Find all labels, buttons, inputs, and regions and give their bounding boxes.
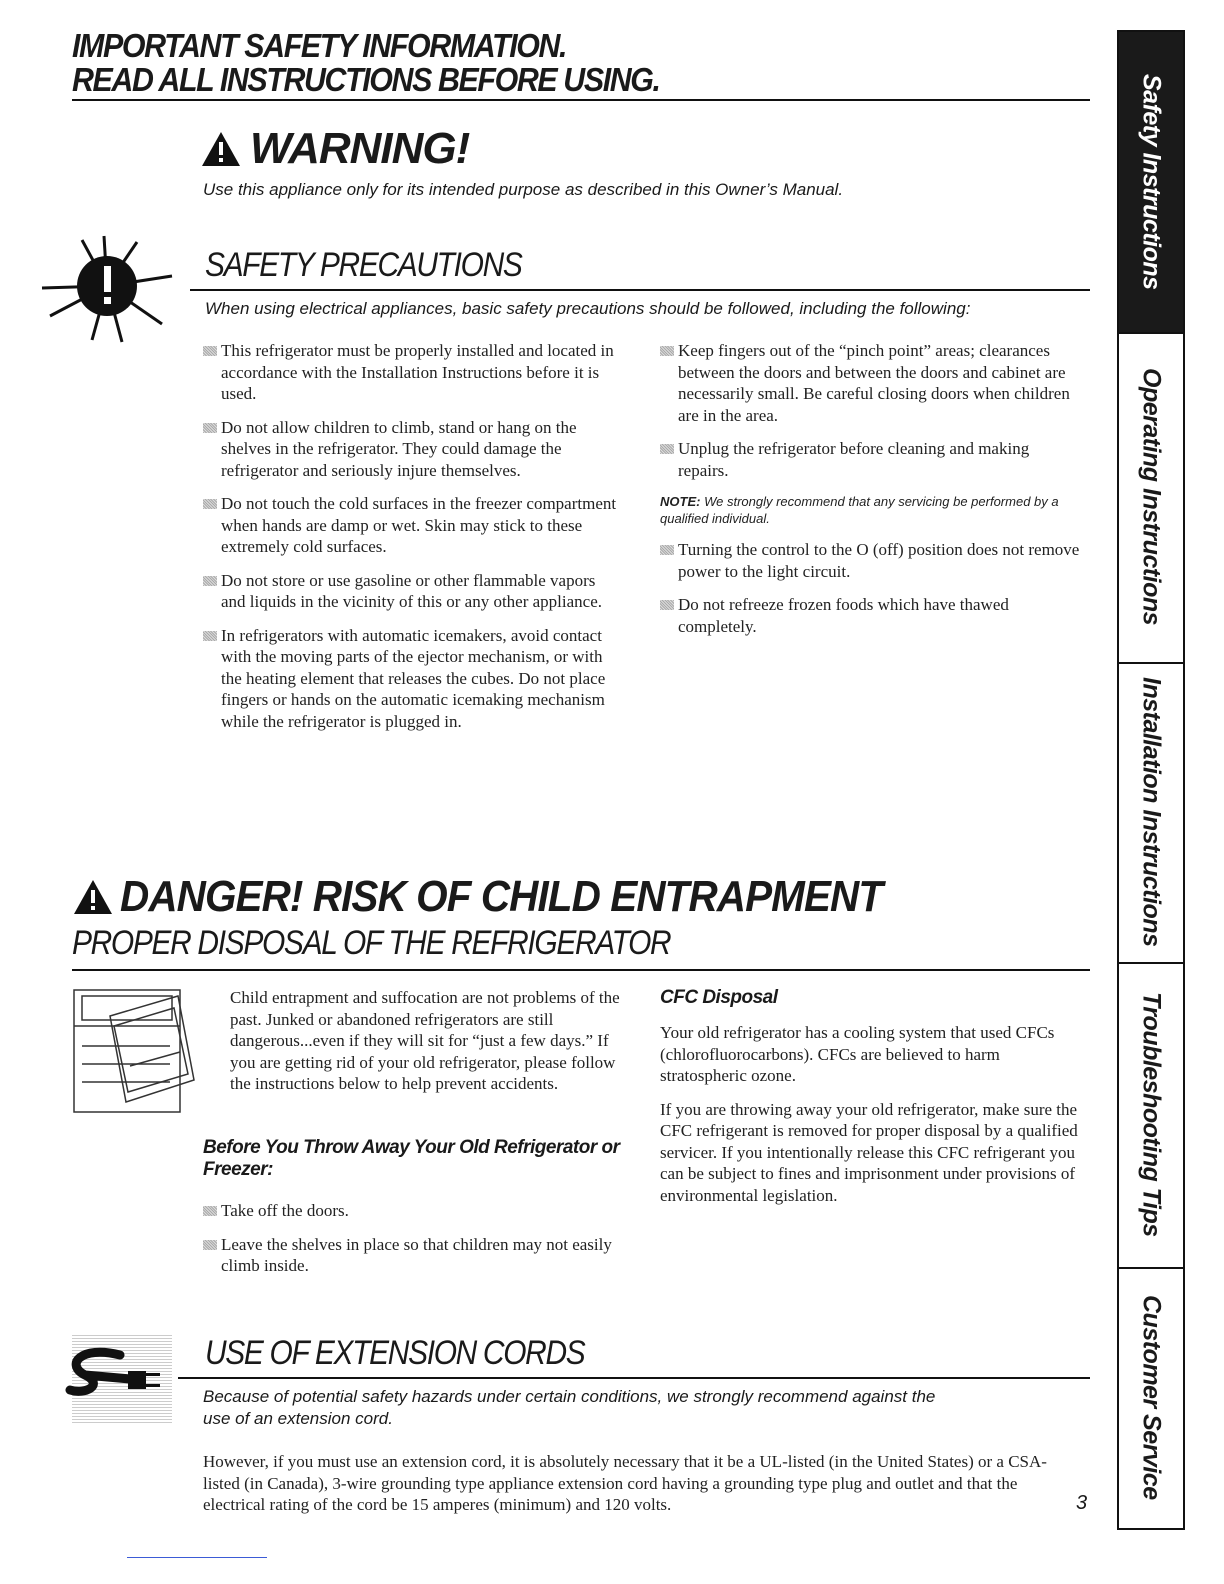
- bullet-icon: [203, 1206, 217, 1216]
- plug-icon: [60, 1335, 170, 1423]
- throw-away-heading: Before You Throw Away Your Old Refrigerator or Freezer:: [203, 1137, 620, 1180]
- throw-away-item: Leave the shelves in place so that children may not easily climb inside.: [203, 1234, 623, 1277]
- safety-item: Unplug the refrigerator before cleaning and making repairs.: [660, 438, 1080, 481]
- tab-customer-service[interactable]: Customer Service: [1137, 1295, 1166, 1500]
- safety-item: In refrigerators with automatic icemakers, avoid contact with the moving parts of the ejector mechanism, or with the heating element that releases the cubes. Do not place fingers or hands on the automatic icemaking mechanism while the refrigerator is plugged in.: [203, 625, 623, 733]
- danger-subtitle: PROPER DISPOSAL OF THE REFRIGERATOR: [72, 924, 671, 962]
- bullet-icon: [660, 600, 674, 610]
- refrigerator-illustration: [70, 986, 200, 1121]
- safety-title: SAFETY PRECAUTIONS: [205, 246, 522, 284]
- safety-item: Do not refreeze frozen foods which have thawed completely.: [660, 594, 1080, 637]
- bullet-icon: [660, 444, 674, 454]
- danger-intro: Child entrapment and suffocation are not problems of the past. Junked or abandoned refrigerators are still dangerous...even if they will sit for “just a few days.” If you are getting rid of your old refrigerator, please follow the instructions below to help prevent accidents.: [230, 988, 620, 1093]
- safety-item: Keep fingers out of the “pinch point” areas; clearances between the doors and between the doors and cabinet are necessarily small. Be careful closing doors when children are in the area.: [660, 340, 1080, 426]
- throw-away-list: [203, 1200, 623, 1289]
- tab-installation-instructions[interactable]: Installation Instructions: [1119, 662, 1183, 964]
- extension-cord-illustration: [72, 1335, 172, 1423]
- danger-title: DANGER! RISK OF CHILD ENTRAPMENT: [120, 872, 883, 921]
- extension-rule: [178, 1377, 1090, 1379]
- safety-rule: [190, 289, 1090, 291]
- bottom-divider: [127, 1557, 267, 1558]
- extension-title: USE OF EXTENSION CORDS: [205, 1334, 585, 1372]
- tab-safety-instructions[interactable]: Safety Instructions: [1119, 32, 1183, 334]
- danger-heading: [72, 872, 948, 922]
- safety-item: Do not store or use gasoline or other flammable vapors and liquids in the vicinity of this or any other appliance.: [203, 570, 623, 613]
- tab-troubleshooting-tips[interactable]: Troubleshooting Tips: [1119, 962, 1183, 1269]
- bullet-icon: [203, 346, 217, 356]
- bullet-icon: [203, 631, 217, 641]
- header-rule: [72, 99, 1090, 101]
- bullet-icon: [203, 1240, 217, 1250]
- extension-body: However, if you must use an extension cord, it is absolutely necessary that it be a UL-listed (in the United States) or a CSA-listed (in Canada), 3-wire grounding type appliance extension cord having a grounding type plug and outlet and that the electrical rating of the cord be 15 amperes (minimum) and 120 volts.: [203, 1452, 1047, 1514]
- throw-away-item: Take off the doors.: [203, 1200, 623, 1222]
- burst-icon: [22, 228, 192, 348]
- tab-operating-instructions[interactable]: Operating Instructions: [1119, 332, 1183, 664]
- bullet-icon: [203, 499, 217, 509]
- section-tabs: [1117, 30, 1185, 1530]
- safety-item: Do not allow children to climb, stand or hang on the shelves in the refrigerator. They could damage the refrigerator and seriously injure themselves.: [203, 417, 623, 482]
- safety-left-column: [203, 340, 623, 744]
- safety-note: NOTE: We strongly recommend that any servicing be performed by a qualified individual.: [660, 494, 1059, 526]
- bullet-icon: [203, 423, 217, 433]
- extension-lead: Because of potential safety hazards under certain conditions, we strongly recommend against the use of an extension cord.: [203, 1387, 936, 1428]
- bullet-icon: [660, 346, 674, 356]
- header-line-1: IMPORTANT SAFETY INFORMATION.: [72, 27, 567, 64]
- safety-item: This refrigerator must be properly installed and located in accordance with the Installation Instructions before it is used.: [203, 340, 623, 405]
- warning-title: WARNING!: [250, 124, 470, 173]
- danger-rule: [72, 969, 1090, 971]
- cfc-paragraph-1: Your old refrigerator has a cooling system that used CFCs (chlorofluorocarbons). CFCs are believed to harm stratospheric ozone.: [660, 1023, 1055, 1085]
- warning-triangle-icon: [72, 878, 114, 916]
- bullet-icon: [660, 545, 674, 555]
- safety-right-column: [660, 340, 1080, 649]
- cfc-paragraph-2: If you are throwing away your old refrigerator, make sure the CFC refrigerant is removed for proper disposal by a qualified servicer. If you intentionally release this CFC refrigerant you can be subject to fines and imprisonment under provisions of environmental legislation.: [660, 1099, 1078, 1205]
- safety-item: Turning the control to the O (off) position does not remove power to the light circuit.: [660, 539, 1080, 582]
- cfc-heading: CFC Disposal: [660, 987, 778, 1008]
- safety-lead: When using electrical appliances, basic safety precautions should be followed, including the following:: [205, 299, 971, 318]
- header-line-2: READ ALL INSTRUCTIONS BEFORE USING.: [72, 61, 660, 98]
- safety-item: Do not touch the cold surfaces in the freezer compartment when hands are damp or wet. Skin may stick to these extremely cold surfaces.: [203, 493, 623, 558]
- warning-triangle-icon: [200, 130, 242, 168]
- page-number: 3: [1076, 1492, 1088, 1514]
- warning-heading: [200, 124, 469, 174]
- warning-text: Use this appliance only for its intended purpose as described in this Owner’s Manual.: [203, 180, 844, 199]
- bullet-icon: [203, 576, 217, 586]
- cfc-body: [660, 1022, 1090, 1206]
